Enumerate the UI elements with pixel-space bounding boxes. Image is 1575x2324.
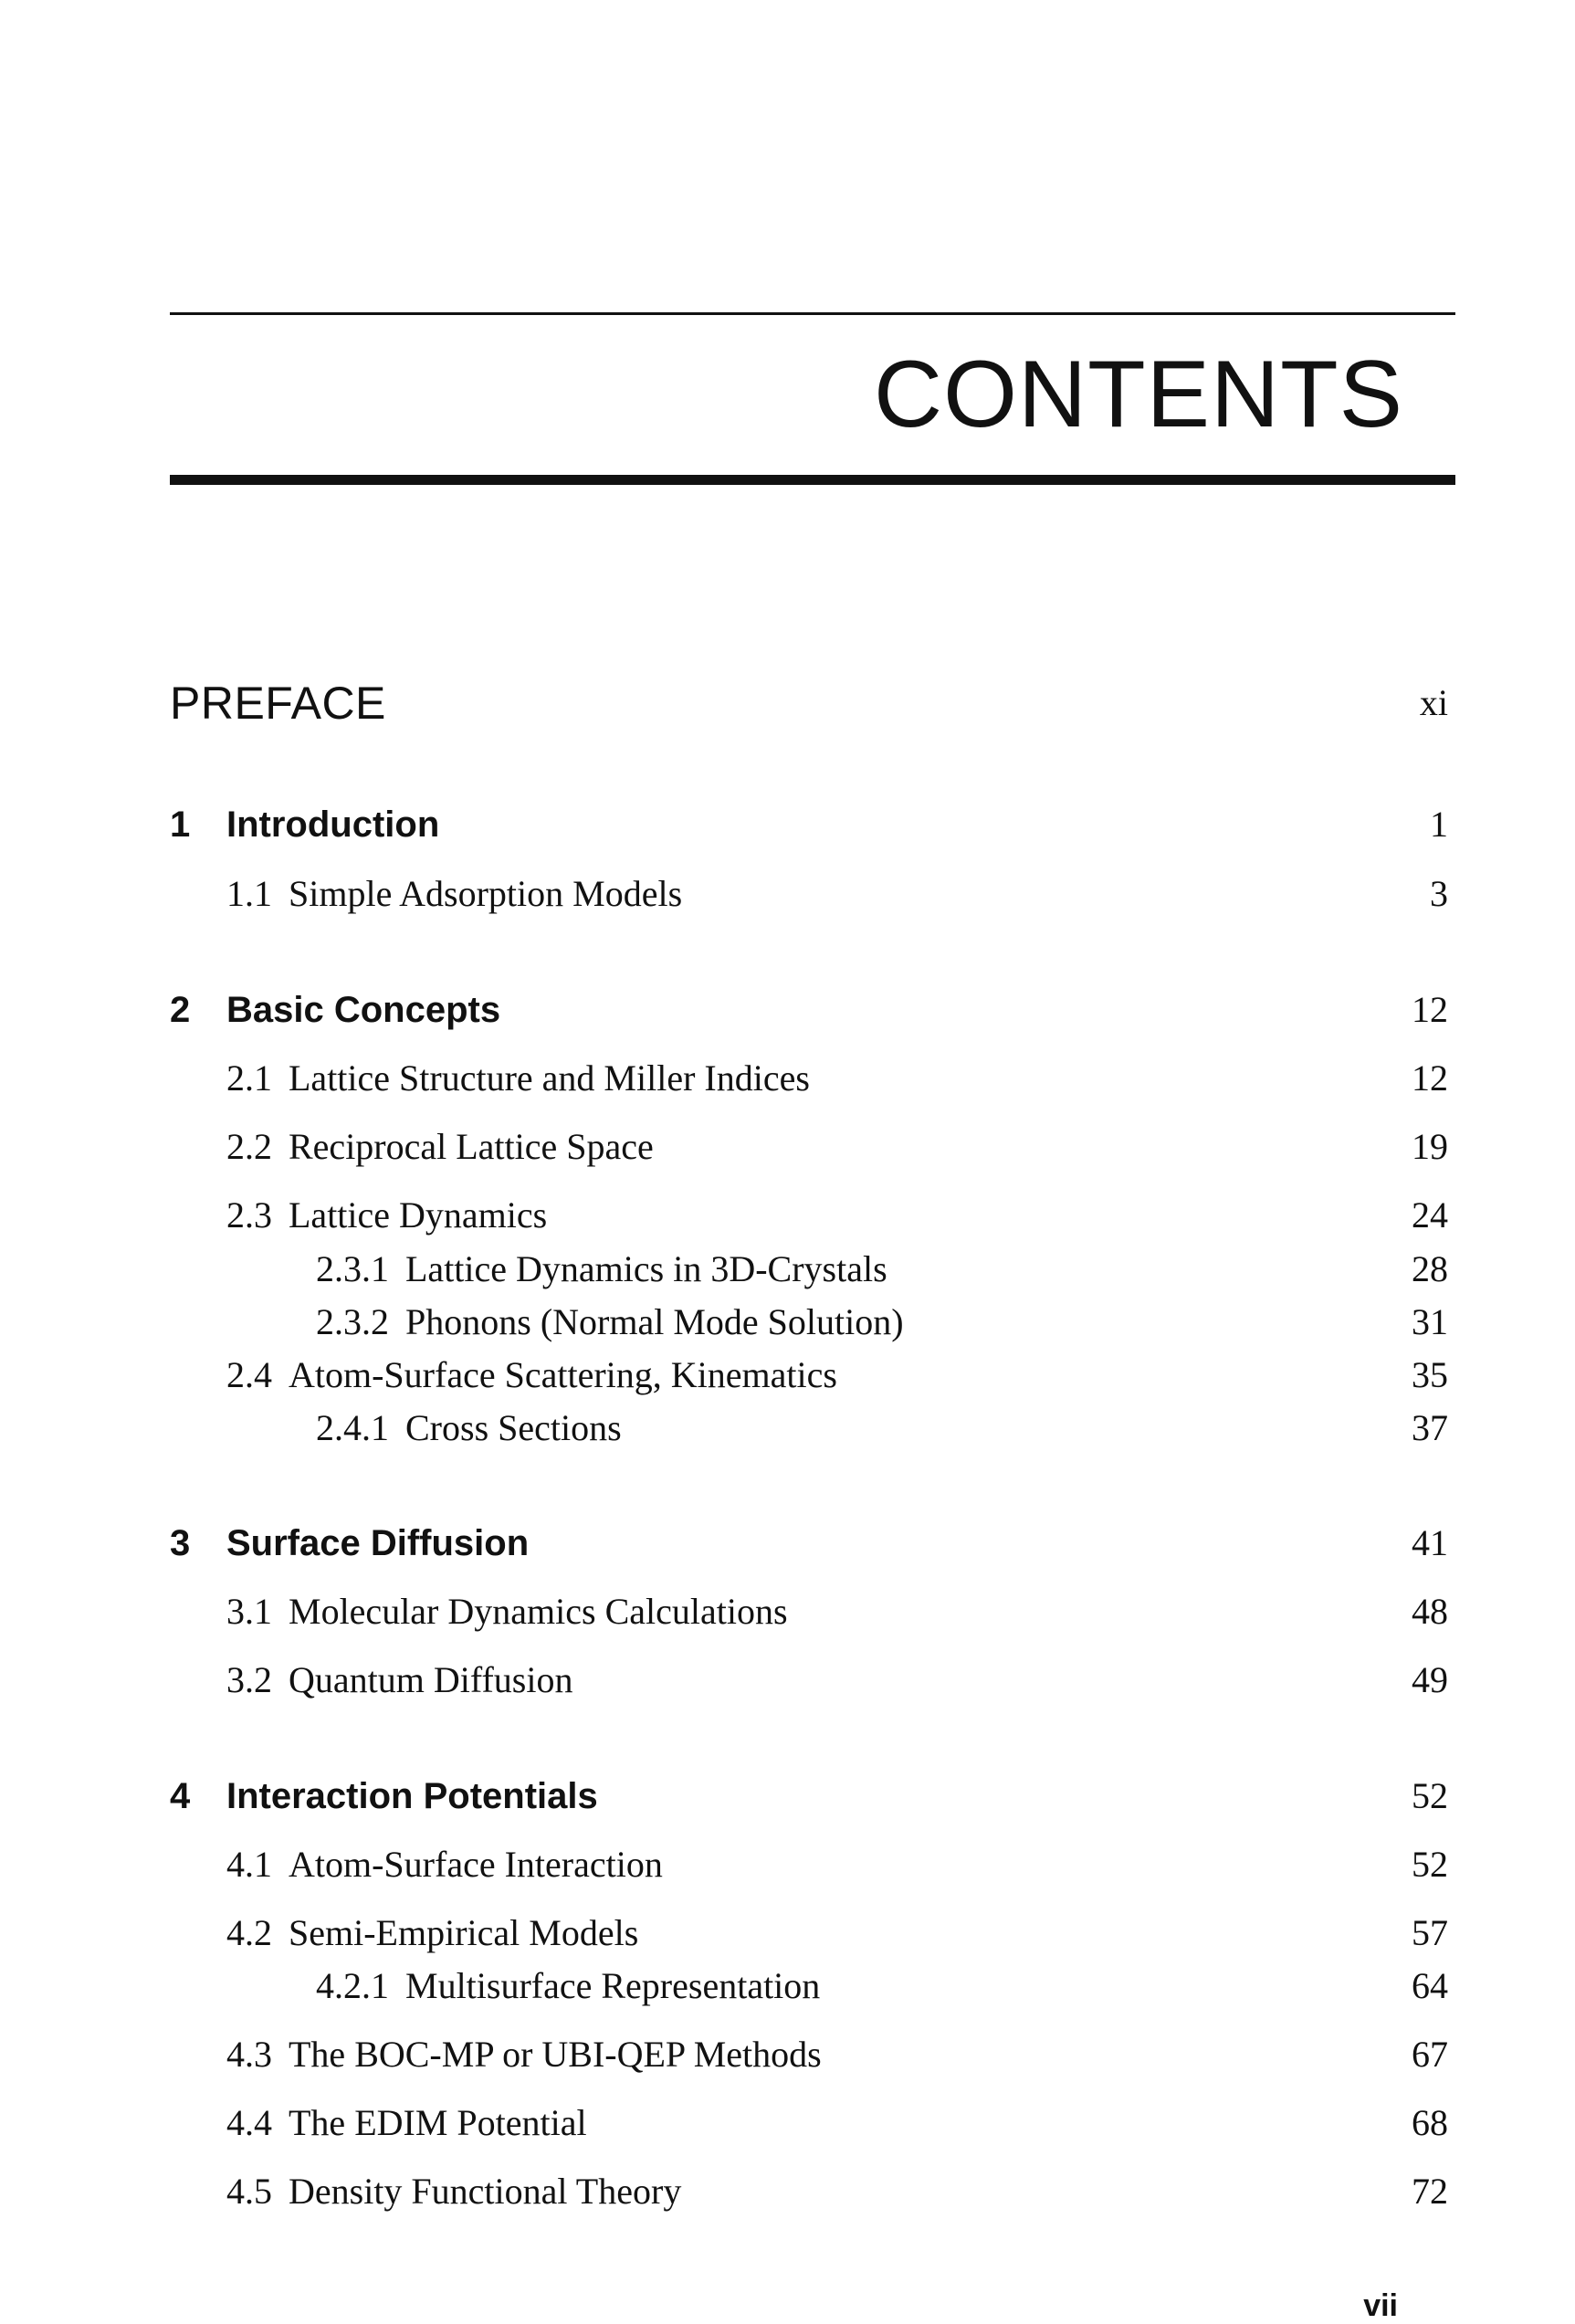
chapter-title: Introduction <box>226 804 440 845</box>
toc-entry-page: xi <box>1419 682 1448 723</box>
section-title: Lattice Dynamics <box>289 1194 548 1236</box>
section-title: The BOC-MP or UBI-QEP Methods <box>289 2034 822 2075</box>
toc-entry-page: 52 <box>1412 1775 1448 1816</box>
toc-section-2-1[interactable] <box>170 1046 1455 1110</box>
section-title: Density Functional Theory <box>289 2171 682 2212</box>
section-title: The EDIM Potential <box>289 2102 587 2143</box>
top-rule <box>170 312 1455 315</box>
section-number: 1.1 <box>226 873 272 914</box>
toc-section-4-2-1[interactable] <box>170 1954 1455 2018</box>
chapter-number: 1 <box>170 804 191 845</box>
section-title: Simple Adsorption Models <box>289 873 683 914</box>
section-number: 4.4 <box>226 2102 272 2143</box>
section-title: Cross Sections <box>405 1407 622 1448</box>
section-number: 4.5 <box>226 2171 272 2212</box>
section-title: Lattice Dynamics in 3D-Crystals <box>405 1248 887 1289</box>
toc-chapter-2[interactable] <box>170 978 1455 1042</box>
section-number: 2.3.1 <box>316 1248 389 1289</box>
section-number: 3.2 <box>226 1659 272 1700</box>
toc-section-1-1[interactable] <box>170 862 1455 926</box>
toc-section-4-4[interactable] <box>170 2091 1455 2155</box>
toc-entry-page: 12 <box>1412 1057 1448 1099</box>
page-title: CONTENTS <box>874 342 1403 447</box>
toc-entry-page: 31 <box>1412 1301 1448 1342</box>
toc-entry-page: 49 <box>1412 1659 1448 1700</box>
section-number: 3.1 <box>226 1591 272 1632</box>
chapter-title: Surface Diffusion <box>226 1523 530 1563</box>
toc-entry-page: 19 <box>1412 1126 1448 1167</box>
chapter-title: Basic Concepts <box>226 990 501 1030</box>
section-number: 2.4 <box>226 1354 272 1395</box>
section-title: Lattice Structure and Miller Indices <box>289 1057 810 1099</box>
toc-entry-page: 37 <box>1412 1407 1448 1448</box>
section-title: Semi-Empirical Models <box>289 1912 639 1953</box>
toc-entry-page: 35 <box>1412 1354 1448 1395</box>
toc-chapter-4[interactable] <box>170 1764 1455 1828</box>
toc-entry-page: 41 <box>1412 1522 1448 1563</box>
toc-entry-page: 72 <box>1412 2171 1448 2212</box>
section-title: Phonons (Normal Mode Solution) <box>405 1301 904 1342</box>
section-title: Atom-Surface Interaction <box>289 1844 663 1885</box>
toc-section-4-3[interactable] <box>170 2023 1455 2087</box>
toc-section-2-4-1[interactable] <box>170 1396 1455 1460</box>
toc-entry-label: PREFACE <box>170 678 386 729</box>
section-title: Multisurface Representation <box>405 1965 821 2006</box>
toc-entry-page: 64 <box>1412 1965 1448 2006</box>
toc-chapter-3[interactable] <box>170 1511 1455 1575</box>
toc-entry-page: 48 <box>1412 1591 1448 1632</box>
toc-section-2-2[interactable] <box>170 1115 1455 1179</box>
toc-chapter-1[interactable] <box>170 793 1455 857</box>
toc-section-4-5[interactable] <box>170 2160 1455 2224</box>
section-number: 2.1 <box>226 1057 272 1099</box>
chapter-number: 3 <box>170 1523 191 1563</box>
title-rule <box>170 475 1455 485</box>
section-number: 4.1 <box>226 1844 272 1885</box>
section-number: 2.3 <box>226 1194 272 1236</box>
toc-entry-page: 57 <box>1412 1912 1448 1953</box>
toc-section-3-2[interactable] <box>170 1648 1455 1712</box>
section-number: 2.4.1 <box>316 1407 389 1448</box>
section-title: Reciprocal Lattice Space <box>289 1126 654 1167</box>
toc-entry-preface[interactable] <box>170 671 1455 735</box>
chapter-number: 4 <box>170 1776 191 1816</box>
section-title: Molecular Dynamics Calculations <box>289 1591 788 1632</box>
toc-entry-page: 12 <box>1412 989 1448 1030</box>
section-number: 2.3.2 <box>316 1301 389 1342</box>
section-number: 4.2.1 <box>316 1965 389 2006</box>
toc-entry-page: 28 <box>1412 1248 1448 1289</box>
section-title: Quantum Diffusion <box>289 1659 573 1700</box>
section-number: 4.3 <box>226 2034 272 2075</box>
toc-entry-page: 68 <box>1412 2102 1448 2143</box>
chapter-title: Interaction Potentials <box>226 1776 598 1816</box>
toc-section-4-1[interactable] <box>170 1833 1455 1897</box>
section-number: 4.2 <box>226 1912 272 1953</box>
chapter-number: 2 <box>170 990 191 1030</box>
toc-entry-page: 24 <box>1412 1194 1448 1236</box>
toc-entry-page: 1 <box>1430 804 1448 845</box>
section-title: Atom-Surface Scattering, Kinematics <box>289 1354 837 1395</box>
page-number: vii <box>1363 2288 1398 2323</box>
toc-entry-page: 52 <box>1412 1844 1448 1885</box>
toc-entry-page: 3 <box>1430 873 1448 914</box>
toc-entry-page: 67 <box>1412 2034 1448 2075</box>
toc-section-3-1[interactable] <box>170 1580 1455 1644</box>
section-number: 2.2 <box>226 1126 272 1167</box>
